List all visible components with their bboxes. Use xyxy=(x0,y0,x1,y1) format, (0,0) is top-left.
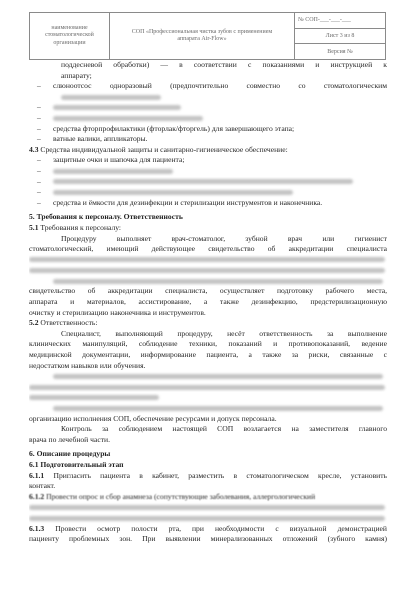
sop-meta-cell xyxy=(295,13,385,59)
redaction xyxy=(53,406,383,411)
redacted-line xyxy=(29,371,387,382)
paragraph-line: организацию исполнения СОП, обеспечение ресурсами и допуск персонала. xyxy=(29,413,277,423)
step-number: 6.1.1 xyxy=(29,470,45,480)
redacted-line xyxy=(29,276,387,287)
redacted-line xyxy=(29,92,387,103)
step-text: Провести осмотр полости рта, при необходимости с визуальной демонстрацией xyxy=(55,523,387,533)
paragraph-line: аппарата и материалов, ассистирование, а также дезинфекцию, предстерилизационную xyxy=(29,297,387,307)
paragraph-line: врача по лечебной части. xyxy=(29,434,110,444)
bullet: – xyxy=(37,112,41,122)
version-number: Версия № xyxy=(327,48,353,55)
section-number: 5.2 xyxy=(29,318,39,328)
redaction xyxy=(53,374,383,379)
list-item-text: слюноотсос одноразовый (предпочтительно совместно со стоматологическим xyxy=(53,81,387,91)
page-number: Лист 3 из 8 xyxy=(295,29,385,45)
section-title: Требования к персоналу: xyxy=(40,222,122,232)
list-item xyxy=(29,198,387,209)
paragraph-line: клинических манипуляций, соблюдение техники, показаний и противопоказаний, ведение xyxy=(29,339,387,349)
step-line: пациенту проблемных зон. При выявлении минерализованных отложений (зубного камня) xyxy=(29,534,387,544)
bullet: – xyxy=(37,102,41,112)
paragraph-line: стоматологический, имеющий действующее свидетельство об аккредитации специалиста xyxy=(29,244,387,254)
redaction xyxy=(53,169,173,174)
bullet: – xyxy=(37,123,41,133)
bullet: – xyxy=(37,187,41,197)
paragraph-line: недостатком навыков или обучения. xyxy=(29,360,146,370)
section-number: 4.3 xyxy=(29,144,39,154)
paragraph-line: Специалист, выполняющий процедуру, несёт ответственность за выполнение xyxy=(61,328,387,338)
paragraph-line: очистку и стерилизацию наконечника и инструментов. xyxy=(29,307,206,317)
redacted-line xyxy=(29,513,387,524)
section-title: Ответственность: xyxy=(40,318,98,328)
document-header-table xyxy=(29,12,386,60)
section-heading xyxy=(29,145,387,156)
redacted-line xyxy=(29,255,387,266)
list-item-redacted xyxy=(29,166,387,177)
list-item-redacted xyxy=(29,113,387,124)
list-item-text: защитные очки и шапочка для пациента; xyxy=(53,155,185,165)
org-name-line: организации xyxy=(53,39,86,46)
list-item-redacted xyxy=(29,177,387,188)
redaction xyxy=(29,257,385,262)
paragraph-line: Процедуру выполняет врач-стоматолог, зубной врач или гигиенист xyxy=(61,233,387,243)
section-heading: 6. Описание процедуры xyxy=(29,449,111,459)
redaction xyxy=(61,95,161,100)
redaction xyxy=(29,268,385,273)
redaction xyxy=(29,385,385,390)
paragraph-line: Контроль за соблюдением настоящей СОП возлагается на заместителя главного xyxy=(61,424,387,434)
list-item xyxy=(29,134,387,145)
section-number: 5.1 xyxy=(29,222,39,232)
text-line: аппарату; xyxy=(61,70,92,80)
subsection-heading xyxy=(29,318,387,329)
list-item xyxy=(29,81,387,92)
bullet: – xyxy=(37,81,41,91)
paragraph-line: медицинской документации, информирование пациента, а также за риски, связанные с xyxy=(29,350,387,360)
redacted-line xyxy=(29,265,387,276)
bullet: – xyxy=(37,134,41,144)
organization-cell xyxy=(30,13,110,59)
org-name-line: стоматологической xyxy=(45,32,94,39)
step-line xyxy=(29,471,387,482)
step-number: 6.1.3 xyxy=(29,523,45,533)
section-title: Средства индивидуальной защиты и санитарно-гигиеническое обеспечение: xyxy=(40,144,288,154)
text-line: поддесневой обработки) — в соответствии с показаниями и инструкцией к xyxy=(61,60,387,69)
redaction xyxy=(29,516,385,521)
org-name-line: наименование xyxy=(51,24,88,31)
list-item-redacted xyxy=(29,187,387,198)
redacted-line xyxy=(29,392,387,403)
list-item xyxy=(29,155,387,166)
redacted-line xyxy=(29,382,387,393)
list-item-text: средства фторпрофилактики (фторлак/фторгель) для завершающего этапа; xyxy=(53,123,295,133)
sop-title-cell xyxy=(110,13,295,59)
subsection-heading xyxy=(29,223,387,234)
step-text: Провести опрос и сбор анамнеза (сопутствующие заболевания, аллергологический xyxy=(46,491,316,501)
section-heading: 5. Требования к персоналу. Ответственность xyxy=(29,212,183,222)
subsection-heading: 6.1 Подготовительный этап xyxy=(29,459,124,469)
bullet: – xyxy=(37,176,41,186)
step-line: контакт. xyxy=(29,481,56,491)
redacted-line xyxy=(29,403,387,414)
sop-title-line: аппарата Air-Flow» xyxy=(177,36,227,42)
redaction xyxy=(53,179,353,184)
redaction xyxy=(29,505,385,510)
bullet: – xyxy=(37,165,41,175)
doc-number: № СОП-___-___-___ xyxy=(295,13,385,29)
step-line xyxy=(29,524,387,535)
document-body xyxy=(29,60,387,545)
redaction xyxy=(53,105,181,110)
sop-title-line: СОП «Профессиональная чистка зубов с применением xyxy=(131,28,273,35)
step-text: Пригласить пациента в кабинет, разместить в стоматологическом кресле, установить xyxy=(53,470,387,480)
list-item-text: ватные валики, аппликаторы. xyxy=(53,134,148,144)
bullet: – xyxy=(37,197,41,207)
redaction xyxy=(53,116,203,121)
redaction xyxy=(53,279,383,284)
redaction xyxy=(29,395,159,400)
step-line xyxy=(29,492,387,503)
paragraph-line: свидетельство об аккредитации специалиста, осуществляет подготовку рабочего места, xyxy=(29,286,387,296)
step-number: 6.1.2 xyxy=(29,491,45,501)
redacted-line xyxy=(29,502,387,513)
list-item-redacted xyxy=(29,102,387,113)
list-item xyxy=(29,124,387,135)
bullet: – xyxy=(37,155,41,165)
list-item-text: средства и ёмкости для дезинфекции и стерилизации инструментов и наконечника. xyxy=(53,197,323,207)
redaction xyxy=(53,190,293,195)
